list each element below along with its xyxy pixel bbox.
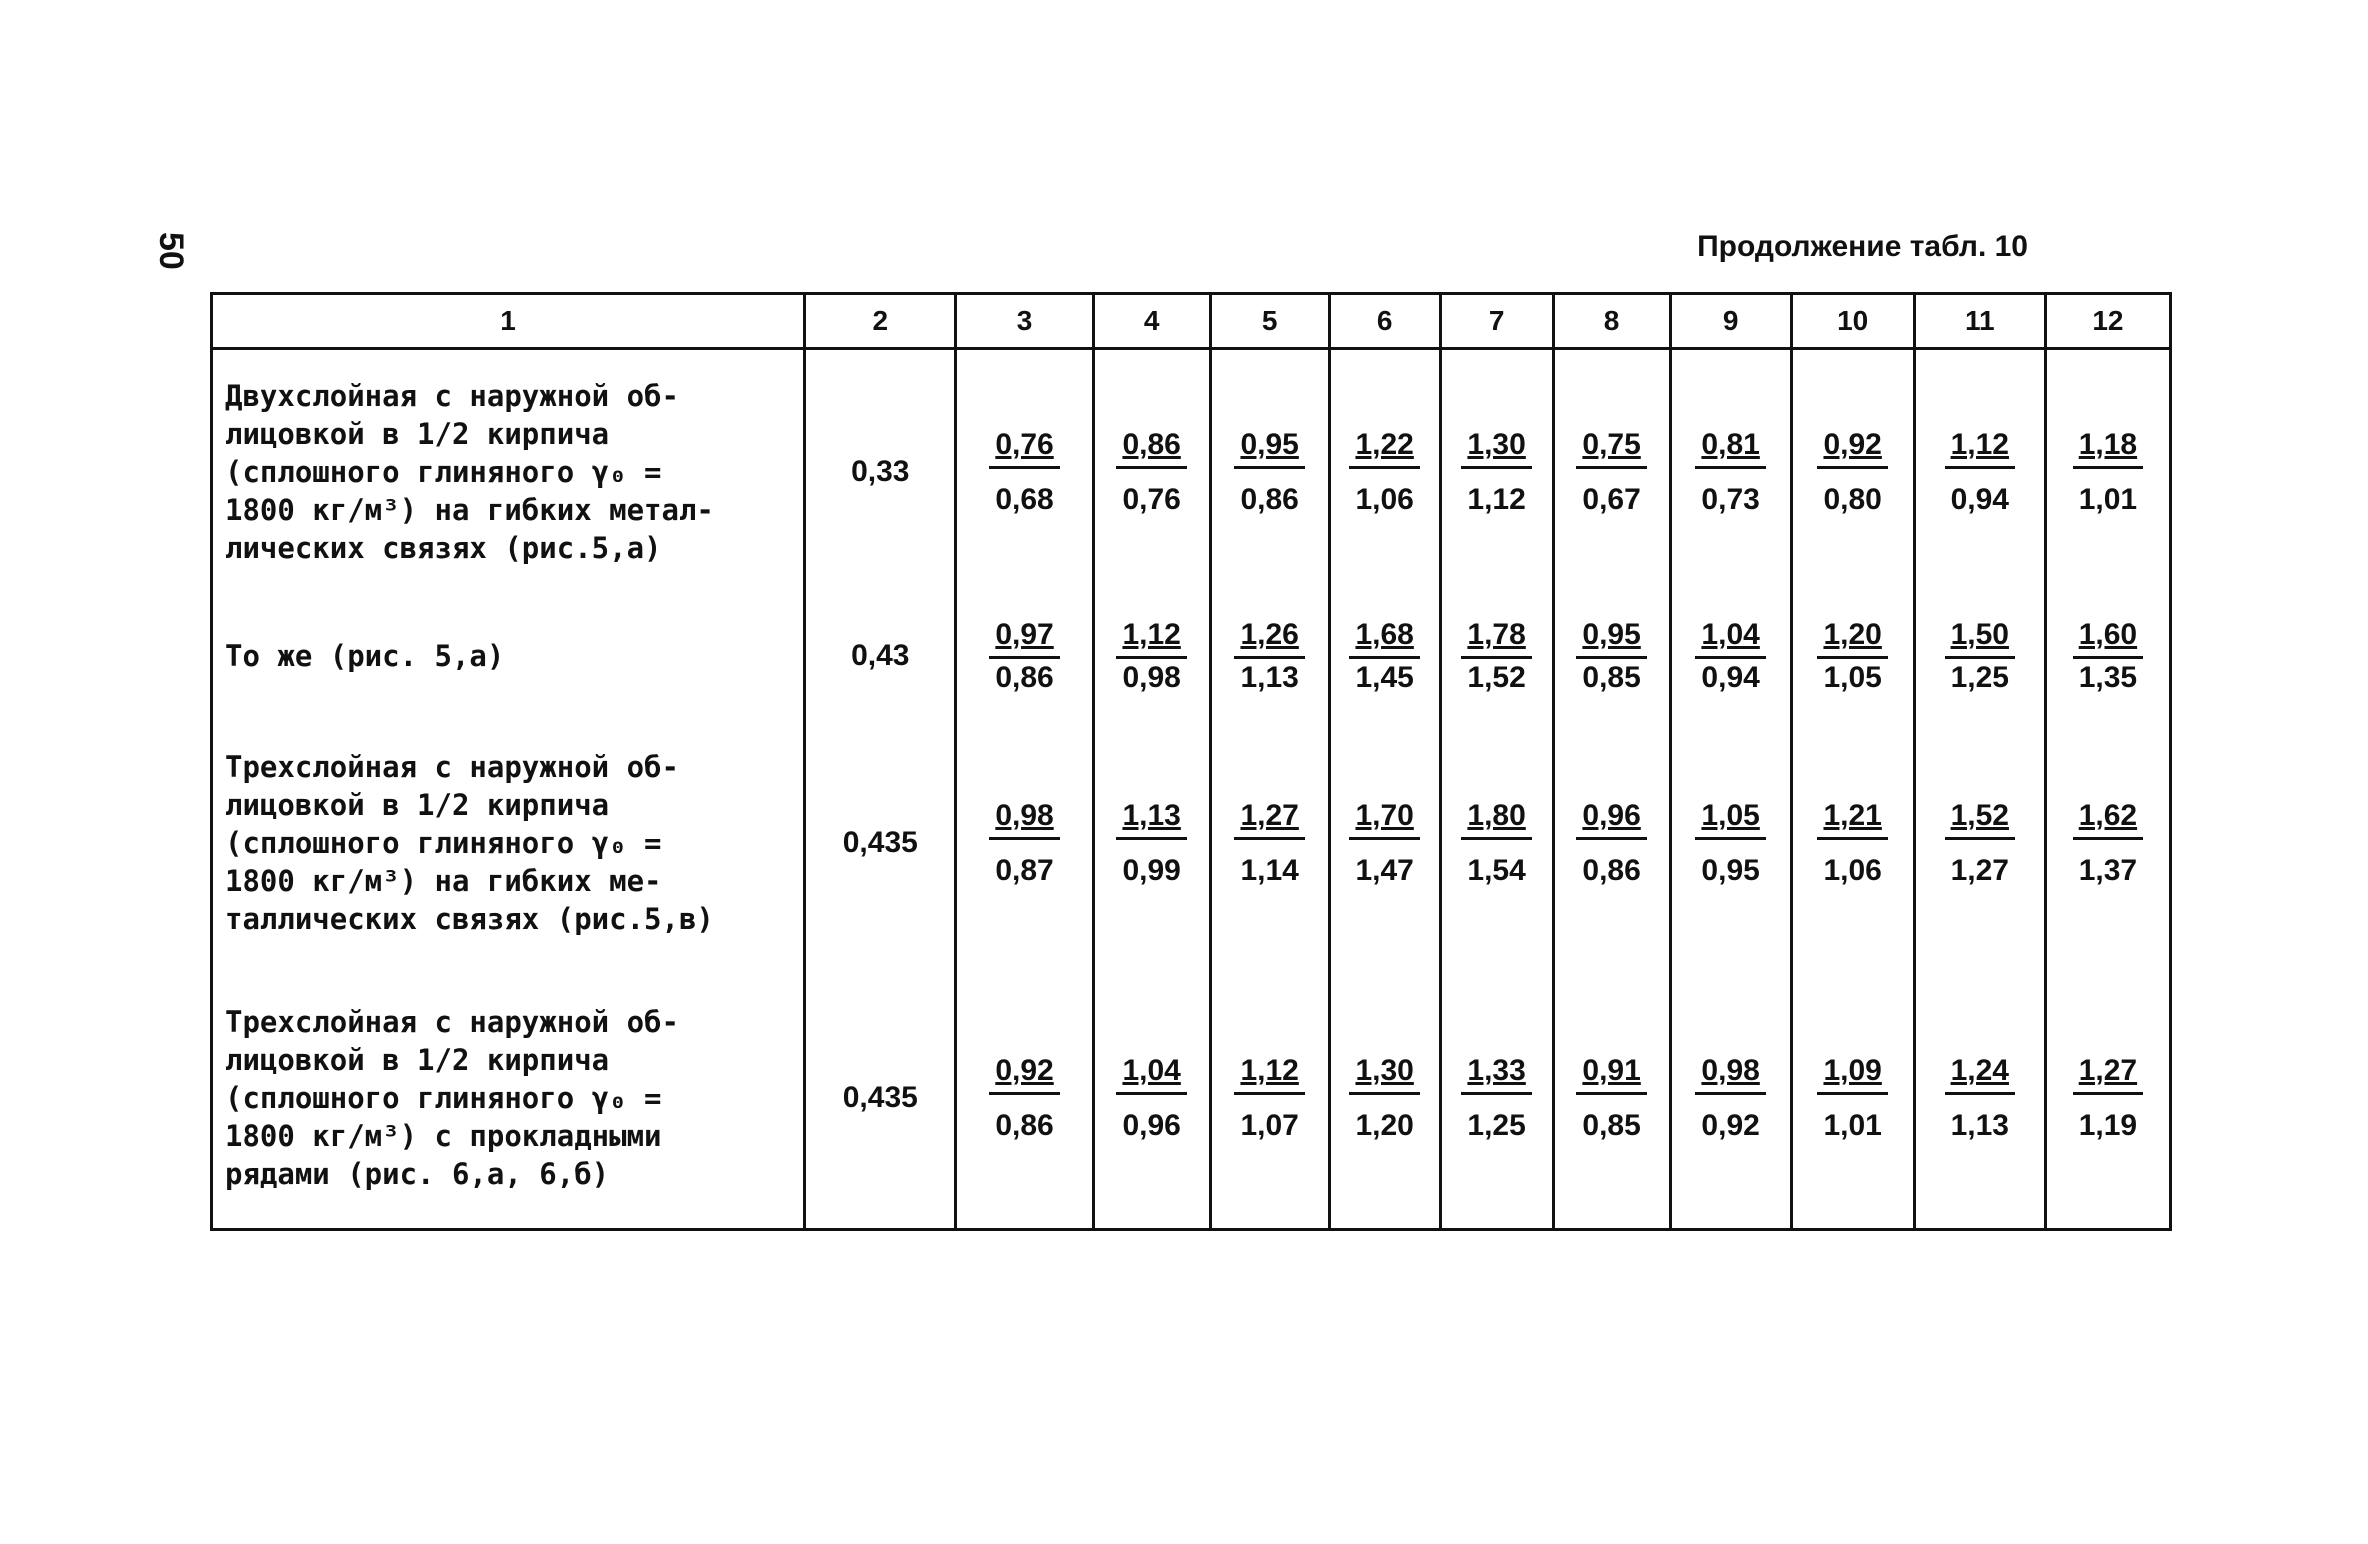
fraction-numerator: 0,97: [989, 618, 1059, 659]
fraction-numerator: 1,13: [1116, 799, 1186, 840]
fraction-cell: [1440, 594, 1553, 718]
fraction-numerator: 1,26: [1234, 618, 1304, 659]
fraction-numerator: 1,04: [1116, 1054, 1186, 1095]
fraction-numerator: 0,98: [1695, 1054, 1765, 1095]
fraction-denominator: 1,07: [1240, 1108, 1299, 1142]
fraction-cell: [1914, 968, 2045, 1230]
fraction-numerator: 1,12: [1234, 1054, 1304, 1095]
fraction-denominator: 0,98: [1122, 660, 1181, 694]
fraction-numerator: 0,86: [1116, 428, 1186, 469]
fraction-cell: [1329, 349, 1440, 595]
fraction-denominator: 0,86: [995, 660, 1054, 694]
fraction-denominator: 1,54: [1467, 853, 1526, 887]
fraction-denominator: 1,01: [1823, 1108, 1882, 1142]
fraction-numerator: 1,80: [1461, 799, 1531, 840]
fraction-numerator: 0,92: [989, 1054, 1059, 1095]
fraction-cell: [1210, 349, 1329, 595]
row-description: Трехслойная с наружной об- лицовкой в 1/2 кирпича (сплошного глиняного γ₀ = 1800 кг/м³) с прокладными рядами (рис. 6,а, 6,б): [212, 968, 805, 1230]
fraction-denominator: 1,06: [1823, 853, 1882, 887]
fraction-cell: [2045, 718, 2170, 968]
column-header: 8: [1553, 294, 1670, 349]
fraction-denominator: 1,13: [1950, 1108, 2009, 1142]
fraction-cell: [1440, 718, 1553, 968]
fraction-numerator: 1,60: [2073, 618, 2143, 659]
fraction-cell: [1210, 968, 1329, 1230]
fraction-cell: [1670, 594, 1791, 718]
fraction-numerator: 0,98: [989, 799, 1059, 840]
fraction-denominator: 0,68: [995, 482, 1054, 516]
header-row: [212, 294, 2171, 349]
fraction-denominator: 1,45: [1355, 660, 1414, 694]
column-header: 2: [805, 294, 956, 349]
column-header: 7: [1440, 294, 1553, 349]
coefficient-cell: 0,43: [805, 594, 956, 718]
column-header: 6: [1329, 294, 1440, 349]
fraction-numerator: 1,09: [1817, 1054, 1887, 1095]
fraction-cell: [1670, 349, 1791, 595]
coefficient-cell: 0,33: [805, 349, 956, 595]
fraction-cell: [1914, 349, 2045, 595]
fraction-numerator: 1,70: [1349, 799, 1419, 840]
fraction-denominator: 0,94: [1701, 660, 1760, 694]
fraction-numerator: 1,33: [1461, 1054, 1531, 1095]
row-description: То же (рис. 5,а): [212, 594, 805, 718]
fraction-cell: [1329, 968, 1440, 1230]
fraction-numerator: 1,12: [1116, 618, 1186, 659]
fraction-denominator: 1,37: [2078, 853, 2138, 887]
fraction-denominator: 1,13: [1240, 660, 1299, 694]
fraction-denominator: 1,52: [1467, 660, 1526, 694]
fraction-cell: [1553, 349, 1670, 595]
fraction-cell: [1210, 594, 1329, 718]
fraction-numerator: 1,50: [1945, 618, 2015, 659]
fraction-cell: [1329, 594, 1440, 718]
fraction-cell: [2045, 594, 2170, 718]
fraction-numerator: 0,81: [1695, 428, 1765, 469]
fraction-cell: [956, 718, 1093, 968]
fraction-numerator: 1,18: [2073, 428, 2143, 469]
fraction-denominator: 0,73: [1701, 482, 1760, 516]
table-row: [212, 349, 2171, 595]
table-row: [212, 718, 2171, 968]
fraction-cell: [1093, 594, 1210, 718]
fraction-denominator: 1,25: [1950, 660, 2009, 694]
fraction-numerator: 1,21: [1817, 799, 1887, 840]
fraction-numerator: 1,22: [1349, 428, 1419, 469]
fraction-cell: [2045, 968, 2170, 1230]
fraction-cell: [1553, 968, 1670, 1230]
fraction-denominator: 1,20: [1355, 1108, 1414, 1142]
fraction-cell: [1440, 968, 1553, 1230]
fraction-numerator: 1,24: [1945, 1054, 2015, 1095]
fraction-numerator: 0,75: [1576, 428, 1646, 469]
table-row: [212, 968, 2171, 1230]
fraction-cell: [1553, 718, 1670, 968]
fraction-denominator: 0,92: [1701, 1108, 1760, 1142]
fraction-denominator: 0,85: [1582, 1108, 1641, 1142]
fraction-cell: [1914, 718, 2045, 968]
fraction-cell: [1670, 718, 1791, 968]
fraction-numerator: 1,27: [1234, 799, 1304, 840]
fraction-numerator: 1,52: [1945, 799, 2015, 840]
fraction-cell: [1791, 718, 1914, 968]
fraction-denominator: 0,99: [1122, 853, 1181, 887]
column-header: 10: [1791, 294, 1914, 349]
fraction-denominator: 1,12: [1467, 482, 1526, 516]
fraction-numerator: 1,20: [1817, 618, 1887, 659]
fraction-numerator: 1,78: [1461, 618, 1531, 659]
fraction-denominator: 1,19: [2078, 1108, 2138, 1142]
fraction-denominator: 0,67: [1582, 482, 1641, 516]
fraction-numerator: 0,92: [1817, 428, 1887, 469]
fraction-numerator: 0,95: [1576, 618, 1646, 659]
fraction-cell: [1553, 594, 1670, 718]
fraction-denominator: 0,86: [1240, 482, 1299, 516]
row-description: Двухслойная с наружной об- лицовкой в 1/2 кирпича (сплошного глиняного γ₀ = 1800 кг/м³) на гибких метал- лических связях (рис.5,а): [212, 349, 805, 595]
fraction-cell: [1791, 594, 1914, 718]
column-header: 5: [1210, 294, 1329, 349]
fraction-cell: [1210, 718, 1329, 968]
fraction-cell: [1670, 968, 1791, 1230]
fraction-cell: [956, 594, 1093, 718]
fraction-numerator: 0,96: [1576, 799, 1646, 840]
fraction-denominator: 0,96: [1122, 1108, 1181, 1142]
column-header: 4: [1093, 294, 1210, 349]
column-header: 3: [956, 294, 1093, 349]
fraction-cell: [1791, 968, 1914, 1230]
fraction-denominator: 0,86: [995, 1108, 1054, 1142]
table-row: [212, 594, 2171, 718]
fraction-cell: [1440, 349, 1553, 595]
fraction-numerator: 1,04: [1695, 618, 1765, 659]
fraction-denominator: 0,80: [1823, 482, 1882, 516]
fraction-denominator: 1,25: [1467, 1108, 1526, 1142]
fraction-numerator: 1,62: [2073, 799, 2143, 840]
fraction-numerator: 1,68: [1349, 618, 1419, 659]
fraction-denominator: 1,01: [2078, 482, 2138, 516]
table-caption: Продолжение табл. 10: [1697, 230, 2028, 263]
fraction-numerator: 1,27: [2073, 1054, 2143, 1095]
fraction-cell: [1093, 718, 1210, 968]
fraction-cell: [956, 349, 1093, 595]
fraction-denominator: 1,05: [1823, 660, 1882, 694]
column-header: 9: [1670, 294, 1791, 349]
fraction-denominator: 1,27: [1950, 853, 2009, 887]
fraction-denominator: 0,87: [995, 853, 1054, 887]
coefficient-cell: 0,435: [805, 718, 956, 968]
fraction-cell: [1914, 594, 2045, 718]
page-number: 50: [152, 232, 190, 270]
fraction-denominator: 1,47: [1355, 853, 1414, 887]
fraction-numerator: 0,95: [1234, 428, 1304, 469]
fraction-denominator: 1,35: [2078, 660, 2138, 694]
fraction-denominator: 0,76: [1122, 482, 1181, 516]
fraction-numerator: 1,12: [1945, 428, 2015, 469]
coefficient-cell: 0,435: [805, 968, 956, 1230]
fraction-cell: [1093, 349, 1210, 595]
row-description: Трехслойная с наружной об- лицовкой в 1/2 кирпича (сплошного глиняного γ₀ = 1800 кг/м³) на гибких ме- таллических связях (рис.5,в): [212, 718, 805, 968]
fraction-denominator: 0,95: [1701, 853, 1760, 887]
fraction-cell: [2045, 349, 2170, 595]
fraction-numerator: 1,05: [1695, 799, 1765, 840]
fraction-cell: [956, 968, 1093, 1230]
fraction-numerator: 0,76: [989, 428, 1059, 469]
fraction-denominator: 0,94: [1950, 482, 2009, 516]
fraction-denominator: 1,14: [1240, 853, 1299, 887]
fraction-cell: [1093, 968, 1210, 1230]
fraction-denominator: 0,86: [1582, 853, 1641, 887]
data-table: [210, 292, 2172, 1231]
column-header: 11: [1914, 294, 2045, 349]
column-header: 12: [2045, 294, 2170, 349]
fraction-cell: [1329, 718, 1440, 968]
column-header: 1: [212, 294, 805, 349]
fraction-cell: [1791, 349, 1914, 595]
fraction-numerator: 0,91: [1576, 1054, 1646, 1095]
fraction-denominator: 0,85: [1582, 660, 1641, 694]
fraction-numerator: 1,30: [1349, 1054, 1419, 1095]
fraction-numerator: 1,30: [1461, 428, 1531, 469]
fraction-denominator: 1,06: [1355, 482, 1414, 516]
